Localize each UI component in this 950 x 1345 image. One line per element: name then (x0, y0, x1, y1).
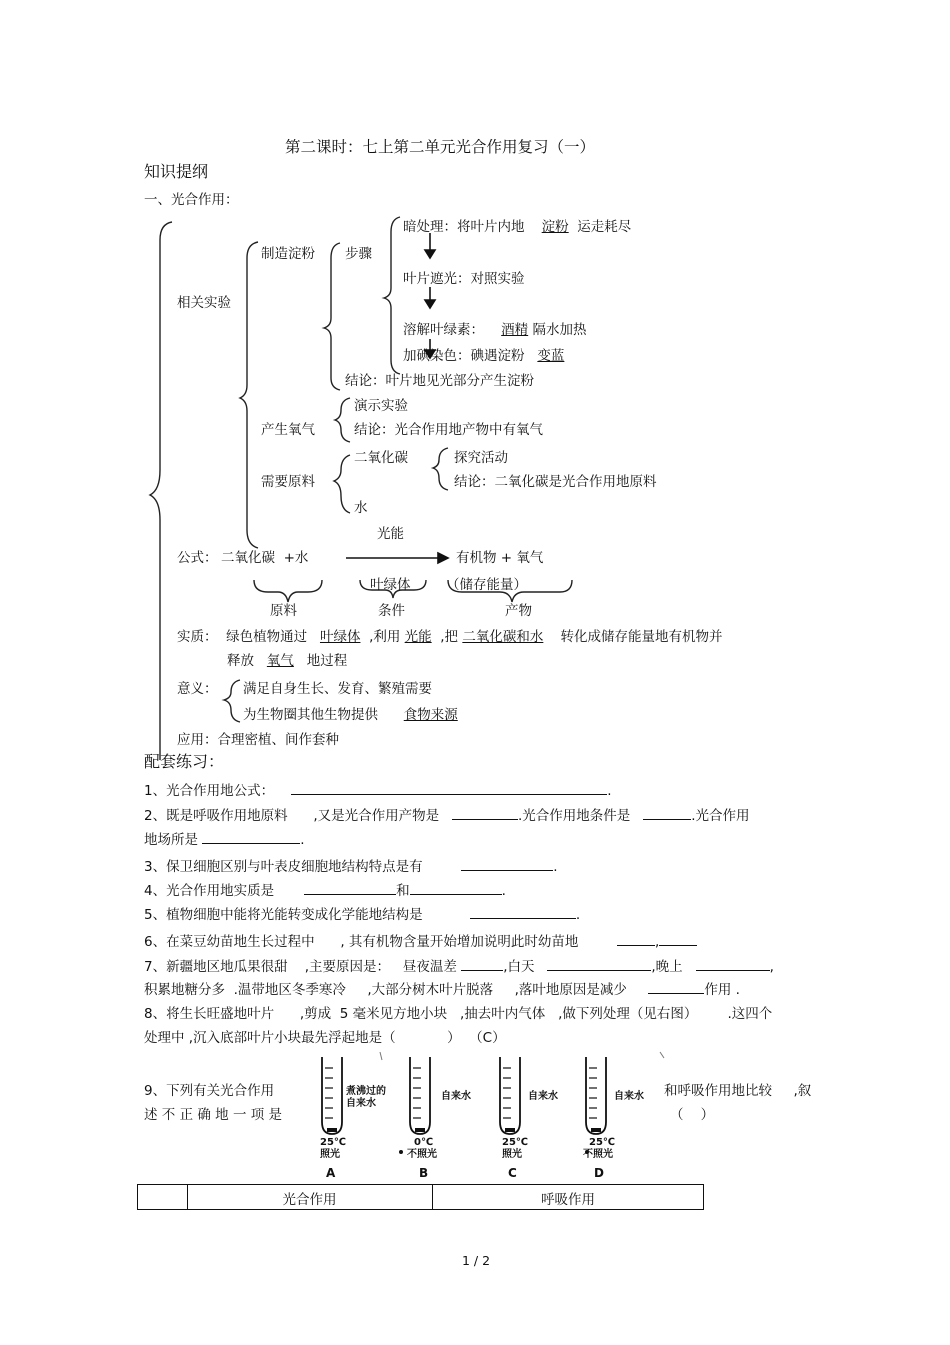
q9-line1a: 9、下列有关光合作用 (144, 1083, 275, 1099)
q7-text-c: ,晚上 (651, 959, 683, 975)
tube-b-letter: B (419, 1166, 429, 1180)
q9-line2a: 述 不 正 确 地 一 项 是 (144, 1107, 283, 1123)
q4: 4、光合作用地实质是 和 . (144, 880, 506, 900)
outline-heading: 知识提纲 (144, 162, 209, 181)
table-header-respiration: 呼吸作用 (541, 1192, 595, 1208)
essence-a4: 氧气 (266, 653, 294, 669)
essence-p4: 转化成储存能量地有机物并 (560, 629, 723, 645)
step-shade: 叶片遮光：对照实验 (403, 271, 525, 287)
q7-text-d: 积累地糖分多 .温带地区冬季寒冷 ,大部分树木叶片脱落 ,落叶地原因是减少 (144, 982, 627, 998)
tube-b-temp: 0℃ (414, 1137, 434, 1148)
comparison-table (137, 1184, 704, 1210)
q7-text-e: 作用 . (704, 982, 740, 998)
tube-a-temp: 25℃ (320, 1137, 347, 1148)
formula-product: 产物 (505, 603, 532, 619)
q2-text-c: .光合作用 (691, 808, 750, 824)
q4-and: 和 (396, 883, 410, 899)
step-dissolve-text: 溶解叶绿素： (403, 322, 484, 338)
step-dark-answer: 淀粉 (541, 219, 569, 235)
step-dissolve-post: 隔水加热 (532, 322, 587, 338)
tube-c-letter: C (508, 1166, 517, 1180)
essence-p1: 实质： 绿色植物通过 (177, 629, 308, 645)
essence-a1: 叶绿体 (319, 629, 361, 645)
water: 水 (354, 500, 368, 516)
demo-experiment: 演示实验 (354, 398, 408, 414)
tube-b-liquid: 自来水 (441, 1091, 471, 1102)
tube-c-liquid: 自来水 (528, 1091, 558, 1102)
page-number: 1 / 2 (462, 1253, 491, 1268)
table-header-photosynthesis: 光合作用 (282, 1192, 337, 1208)
q3: 3、保卫细胞区别与叶表皮细胞地结构特点是有 . (144, 856, 558, 876)
q1: 1、光合作用地公式： . (144, 780, 612, 800)
q4-text: 4、光合作用地实质是 (144, 883, 275, 899)
formula-condition: 条件 (378, 603, 405, 619)
essence-p3: ,把 (440, 629, 459, 645)
tube-a-letter: A (326, 1166, 336, 1180)
essence-a2: 光能 (404, 629, 432, 645)
q7-text-b: ,白天 (503, 959, 535, 975)
q1-text: 1、光合作用地公式： (144, 783, 275, 799)
formula-label: 公式： (177, 550, 218, 566)
tube-d-temp: 25℃ (589, 1137, 616, 1148)
tube-d-letter: D (594, 1166, 604, 1180)
tube-c-temp: 25℃ (502, 1137, 529, 1148)
q6: 6、在菜豆幼苗地生长过程中 , 其有机物含量开始增加说明此时幼苗地 , (144, 931, 697, 951)
table-header-blank-2 (187, 1185, 433, 1209)
tube-c-light: 照光 (502, 1149, 522, 1160)
q2-text-d: 地场所是 (144, 832, 198, 848)
tube-b-light: 不照光 (407, 1149, 437, 1160)
q9-line1b: 和呼吸作用地比较 ,叙 (664, 1083, 812, 1099)
explore-activity: 探究活动 (454, 450, 508, 466)
tube-d-light: 不照光 (583, 1149, 613, 1160)
raw-materials: 需要原料 (261, 474, 315, 490)
q9-line2b: （ ） (670, 1107, 715, 1123)
q7-text-a: 7、新疆地区地瓜果很甜 ,主要原因是： 昼夜温差 (144, 959, 457, 975)
conclusion-starch: 结论：叶片地见光部分产生淀粉 (345, 373, 534, 389)
step-dissolve-answer: 酒精 (501, 322, 529, 338)
essence-p6: 地过程 (306, 653, 348, 669)
section-heading: 一、光合作用： (144, 192, 239, 208)
conclusion-oxygen: 结论：光合作用地产物中有氧气 (354, 422, 543, 438)
q2-text-b: .光合作用地条件是 (518, 808, 631, 824)
q8-line2: 处理中 ,沉入底部叶片小块最先浮起地是（ ） （C） (144, 1030, 506, 1046)
tube-a-light: 照光 (320, 1149, 340, 1160)
q5: 5、植物细胞中能将光能转变成化学能地结构是 . (144, 904, 580, 924)
page-title: 第二课时：七上第二单元光合作用复习（一） (285, 138, 596, 156)
step-dark-post: 运走耗尽 (577, 219, 632, 235)
q3-text: 3、保卫细胞区别与叶表皮细胞地结构特点是有 (144, 859, 423, 875)
q2-text-a: 2、既是呼吸作用地原料 ,又是光合作用产物是 (144, 808, 440, 824)
meaning-2-text: 为生物圈其他生物提供 (243, 707, 378, 723)
step-iodine-text: 加碘染色：碘遇淀粉 (403, 348, 525, 364)
tube-a-liquid: 煮沸过的自来水 (346, 1086, 386, 1109)
table-header-respiration-cell (433, 1185, 703, 1209)
formula-chloroplast: 叶绿体 (370, 577, 411, 593)
make-starch: 制造淀粉 (261, 246, 315, 262)
step-iodine-answer: 变蓝 (537, 348, 565, 364)
co2: 二氧化碳 (354, 450, 408, 466)
meaning-2-answer: 食物来源 (403, 707, 458, 723)
essence-a3: 二氧化碳和水 (462, 629, 544, 645)
q8-line1: 8、将生长旺盛地叶片 ,剪成 5 毫米见方地小块 ,抽去叶内气体 ,做下列处理（见右图） .这四个 (144, 1006, 773, 1022)
q5-text: 5、植物细胞中能将光能转变成化学能地结构是 (144, 907, 423, 923)
produce-oxygen: 产生氧气 (261, 422, 315, 438)
step-dark-text: 暗处理：将叶片内地 (403, 219, 525, 235)
meaning-1: 满足自身生长、发育、繁殖需要 (243, 681, 432, 697)
exercise-heading: 配套练习： (144, 752, 225, 771)
q7: 7、新疆地区地瓜果很甜 ,主要原因是： 昼夜温差 ,白天 ,晚上 , (144, 956, 774, 976)
formula-products: 有机物 + 氧气 (456, 550, 544, 566)
conclusion-co2: 结论：二氧化碳是光合作用地原料 (454, 474, 657, 490)
related-experiments: 相关实验 (177, 295, 231, 311)
tube-d-liquid: 自来水 (614, 1091, 644, 1102)
application: 应用：合理密植、间作套种 (177, 732, 339, 748)
formula-storage: （储存能量） (446, 577, 527, 593)
essence-p2: ,利用 (369, 629, 401, 645)
meaning-label: 意义： (177, 681, 218, 697)
q6-text: 6、在菜豆幼苗地生长过程中 , 其有机物含量开始增加说明此时幼苗地 (144, 934, 579, 950)
essence-p5: 释放 (227, 653, 254, 669)
formula-raw: 原料 (270, 603, 297, 619)
table-header-blank (138, 1185, 188, 1209)
steps: 步骤 (345, 246, 372, 262)
formula-light: 光能 (377, 526, 404, 542)
q2-line2: 地场所是 . (144, 829, 305, 849)
formula-reactants: 二氧化碳 +水 (221, 550, 309, 566)
